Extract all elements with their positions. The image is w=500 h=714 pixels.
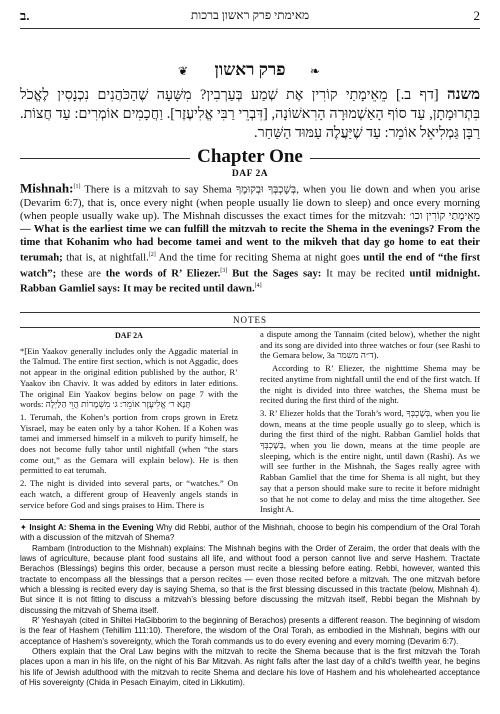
mishnah-text: There is a mitzvah to say Shema	[84, 183, 232, 196]
note-hebrew: אוֹמֵר: ג׳ מִשְׁמָרוֹת הֲוֵי הַלַּיְלָה	[45, 399, 140, 410]
mishnah-hebrew: מֵאֵימָתַי קוֹרִין וכו׳	[409, 209, 480, 222]
notes-rule-top	[20, 312, 480, 313]
hebrew-mishna-label: משנה	[446, 87, 481, 103]
note-text: , when you lie down, means at the time people are sleeping, which is the entire night, until dawn (Rashi). As we will see further in the Mishnah, the Sages really agree with Rabban Gamliel that the time for Shema is all night, but they say that a person should make sure to recite it before midnight so that he not come to delay and miss the time altogether. See Insight A.	[260, 440, 480, 515]
mishnah-bold: But the Sages say:	[227, 267, 322, 280]
notes-right-column	[260, 329, 480, 517]
mishnah-bold: — What is the earliest time we can fulfill the mitzvah to recite the Shema in the evenings?	[20, 222, 435, 235]
note-text: 3. R’ Eliezer holds that the Torah’s word,	[260, 407, 404, 418]
mishnah-text: that is, at nightfall.	[62, 251, 149, 264]
note-paragraph: 1. Terumah, the Kohen’s portion from crops grown in Eretz Yisrael, may be eaten only by a tahor Kohen. If a Kohen was tamei and immersed himself in a mikveh to purify himself, he does not become fully tahor until nightfall (when “the stars come out,” as the Gemara will explain below). He is then permitted to eat terumah.	[20, 411, 238, 476]
notes-left-column	[20, 331, 238, 512]
note-paragraph: 2. The night is divided into several parts, or “watches.” On each watch, a different group of Heavenly angels stands in service before God and sings praises to Him. There is	[20, 478, 238, 510]
page-number: 2	[473, 8, 480, 23]
mishnah-text: It may be recited	[321, 267, 405, 280]
ornament-left-icon: ❦	[178, 64, 189, 78]
running-title: מאימתי פרק ראשון ברכות	[190, 8, 310, 22]
note-hebrew: ד״ה משמר	[337, 350, 374, 361]
note-text: a dispute among the Tannaim (cited below), whether the night and its song are divided into three watches or four (see Rashi to the Gemara below, 3a	[260, 329, 480, 361]
mishnah-text: And the time for reciting Shema at night goes	[155, 251, 360, 264]
note-text: ).	[373, 350, 379, 361]
mishnah-bold: until the end of “the first watch”;	[20, 251, 480, 280]
hebrew-mishna	[20, 86, 480, 143]
chapter-title	[0, 146, 500, 168]
note-paragraph	[260, 329, 480, 361]
mishnah-bold: From the time that Kohanim who had become tamei and went to the mikveh that day go home to eat their terumah;	[20, 222, 480, 264]
hebrew-daf-ref: [דף ב.]	[395, 87, 439, 103]
hebrew-mishna-text: מֵאֵימָתַי קוֹרִין אֶת שְׁמַע בְּעַרְבִין? מִשָּׁעָה שֶׁהַכֹּהֲנִים נִכְנָסִין לֶאֱכֹל בִּתְרוּמָתָן, עַד סוֹף הָאַשְׁמוּרָה הָרִאשׁוֹנָה, [דִּבְרֵי רַבִּי אֱלִיעֶזֶר]. וַחֲכָמִים אוֹמְרִים: עַד חֲצוֹת. רַבָּן גַּמְלִיאֵל אוֹמֵר: עַד שֶׁיַּעֲלֶה עַמּוּד הַשַּׁחַר.	[20, 87, 480, 141]
note-ref: [4]	[254, 283, 262, 290]
running-header	[20, 8, 480, 26]
mishnah-bold: the words of R’ Eliezer.	[100, 267, 221, 280]
insight-box	[20, 523, 480, 689]
insight-lead	[20, 523, 480, 544]
daf-label: DAF 2A	[231, 169, 269, 179]
insight-marker-icon: ✦	[20, 523, 27, 532]
insight-paragraph: Rambam (Introduction to the Mishnah) explains: The Mishnah begins with the Order of Zeraim, the order that deals with the laws of agriculture, because plant food sustains all life, and without food a person cannot live and serve Hashem. Tractate Berachos (Blessings) begins this order, because a person must recite a blessing before eating. Rebbi, however, wanted this tractate to encompass all the blessings that a person recites — even those recited before a mitzvah. The one mitzvah before which a blessing is recited every day is saying Shema, so that is the first blessing discussed in this tractate (below, Mishnah 4). But since it is not fitting to discuss a mitzvah’s blessing before discussing the mitzvah itself, Rebbi began the Mishnah by discussing the mitzvah of Shema itself.	[20, 543, 480, 615]
note-hebrew: בְּשָׁכְבְּךָ	[406, 407, 431, 418]
note-paragraph	[20, 346, 238, 410]
header-rule	[20, 28, 480, 29]
mishnah-bold: until midnight. Rabban Gamliel says: It may be recited until dawn.	[20, 267, 480, 295]
note-paragraph: According to R’ Eliezer, the nighttime Shema may be recited anytime from nightfall until the end of the first watch. If the night is divided into three watches, the Shema must be recited during the first third of the night.	[260, 363, 480, 406]
note-text: , when you lie down, means at the time people usually go to sleep, which is during the first third of the night. Rabban Gamliel holds that	[260, 407, 480, 440]
notes-daf-subhead: DAF 2A	[115, 331, 143, 340]
hebrew-chapter-title-text: פרק ראשון	[214, 60, 286, 79]
insight-rule	[20, 519, 480, 520]
page-label: ב.	[20, 8, 30, 23]
insight-title: Insight A: Shema in the Evening	[29, 523, 154, 532]
notes-title: NOTES	[233, 315, 267, 325]
mishnah-label: Mishnah:	[20, 180, 74, 196]
note-ref: [3]	[220, 267, 228, 274]
mishnah-text: , when you lie down and when you arise (Devarim 6:7), that is, once every night (when people usually lie down to sleep) and once every morning (when people usually wake up). The Mishnah discusses the exact times for the mitzvah:	[20, 183, 480, 222]
note-ref: [2]	[148, 252, 156, 259]
ornament-right-icon: ❧	[310, 64, 321, 78]
insight-paragraph: Others explain that the Oral Law begins with the mitzvah to recite the Shema because that is the first mitzvah the Torah places upon a man in his life, on the night of his Bar Mitzvah. As night falls after the last day of a child’s twelfth year, he begins his life of Jewish adulthood with the mitzvah to recite Shema and declare his love of Hashem and his wholehearted acceptance of His sovereignty (Chida in Pesach Einayim, cited in Likkutim).	[20, 647, 480, 688]
note-paragraph	[260, 408, 480, 515]
insight-lead-text: Why did Rebbi, author of the Mishnah, choose to begin his compendium of the Oral Torah with a discussion of the mitzvah of Shema?	[20, 523, 481, 543]
note-hebrew: בְּשָׁכְבְּךָ	[260, 440, 284, 451]
chapter-title-text: Chapter One	[197, 146, 303, 167]
mishnah-text: these are	[56, 267, 101, 280]
chapter-rule-right	[310, 158, 480, 159]
note-text: *[Ein Yaakov generally includes only the Aggadic material in the Talmud. The entire first section, which is not Aggadic, does not appear in the original edition published by the author, R’ Yaakov ibn Chaviv. It was added by editors in later editions. The original Ein Yaakov begins below on page 7 with the words:	[20, 345, 238, 410]
mishnah-hebrew: בְּשָׁכְבְּךָ וּבְקוּמֶךָ	[235, 183, 297, 196]
note-ref: [1]	[73, 184, 81, 190]
note-hebrew: תָּנָא ר׳ אֱלִיעֶזֶר	[141, 399, 191, 410]
mishnah-translation	[20, 181, 480, 296]
notes-rule-bottom	[20, 327, 480, 328]
insight-paragraph: R’ Yeshayah (cited in Shiltei HaGibborim to the beginning of Berachos) presents a different reason. The beginning of wisdom is the fear of Hashem (Tehillim 111:10). Therefore, the wisdom of the Oral Torah, as embodied in the Mishnah, begins with our acceptance of Hashem’s sovereignty, which the Torah commands us to do every evening and every morning (Devarim 6:7).	[20, 616, 480, 646]
